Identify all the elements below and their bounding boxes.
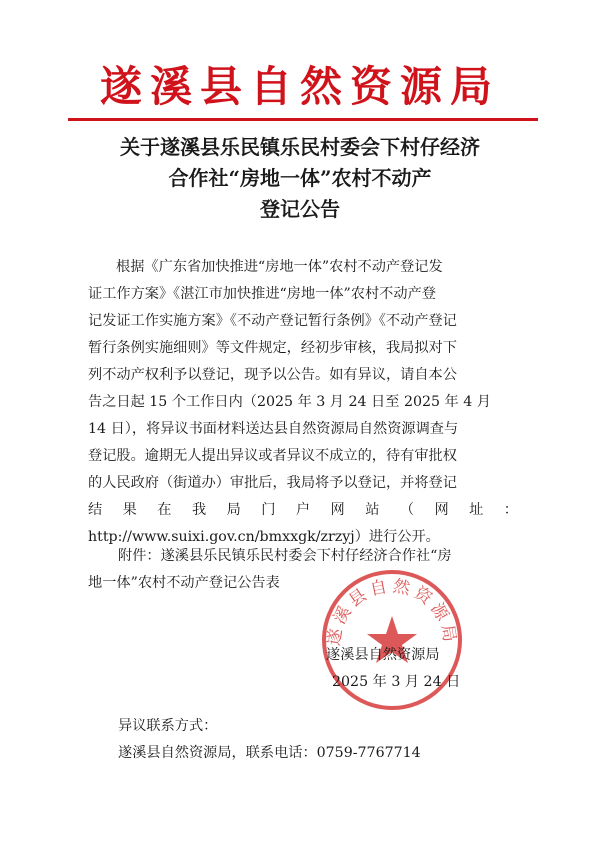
title-line-1: 关于遂溪县乐民镇乐民村委会下村仔经济	[120, 135, 480, 159]
body-line: 根据《广东省加快推进“房地一体”农村不动产登记发	[116, 259, 443, 275]
notice-title	[40, 132, 560, 225]
body-line: 列不动产权利予以登记，现予以公告。如有异议，请自本公	[88, 367, 457, 383]
body-line: 记发证工作实施方案》《不动产登记暂行条例》《不动产登记	[88, 313, 457, 329]
body-line: 结 果 在 我 局 门 户 网 站 （ 网 址 ：	[88, 502, 518, 518]
signature-org: 遂溪县自然资源局	[326, 647, 440, 663]
signature-date: 2025 年 3 月 24 日	[332, 674, 461, 690]
title-line-2: 合作社“房地一体”农村不动产	[168, 166, 432, 190]
notice-body	[88, 254, 518, 551]
attachment-line-1: 附件：遂溪县乐民镇乐民村委会下村仔经济合作社“房	[118, 548, 452, 564]
signature-block	[326, 642, 486, 696]
seal-text: 遂溪县自然资源局	[324, 576, 460, 648]
title-line-3: 登记公告	[260, 197, 340, 221]
body-line: 暂行条例实施细则》等文件规定，经初步审核，我局拟对下	[88, 340, 457, 356]
body-line: 的人民政府（街道办）审批后，我局将予以登记，并将登记	[88, 475, 457, 491]
contact-line: 遂溪县自然资源局，联系电话：0759-7767714	[118, 745, 421, 761]
body-line: 证工作方案》《湛江市加快推进“房地一体”农村不动产登	[88, 286, 436, 302]
attachment-line-2: 地一体”农村不动产登记公告表	[88, 575, 280, 591]
contact-label: 异议联系方式：	[118, 718, 218, 734]
body-line: 14 日），将异议书面材料送达县自然资源局自然资源调查与	[88, 421, 459, 437]
website-url: http://www.suixi.gov.cn/bmxxgk/zrzyj）进行公开。	[88, 529, 440, 545]
body-line: 登记股。逾期无人提出异议或者异议不成立的，待有审批权	[88, 448, 457, 464]
body-line: 告之日起 15 个工作日内（2025 年 3 月 24 日至 2025 年 4 月	[88, 394, 491, 410]
contact-info	[118, 713, 538, 767]
red-divider	[68, 118, 538, 121]
org-header: 遂溪县自然资源局	[99, 62, 500, 111]
